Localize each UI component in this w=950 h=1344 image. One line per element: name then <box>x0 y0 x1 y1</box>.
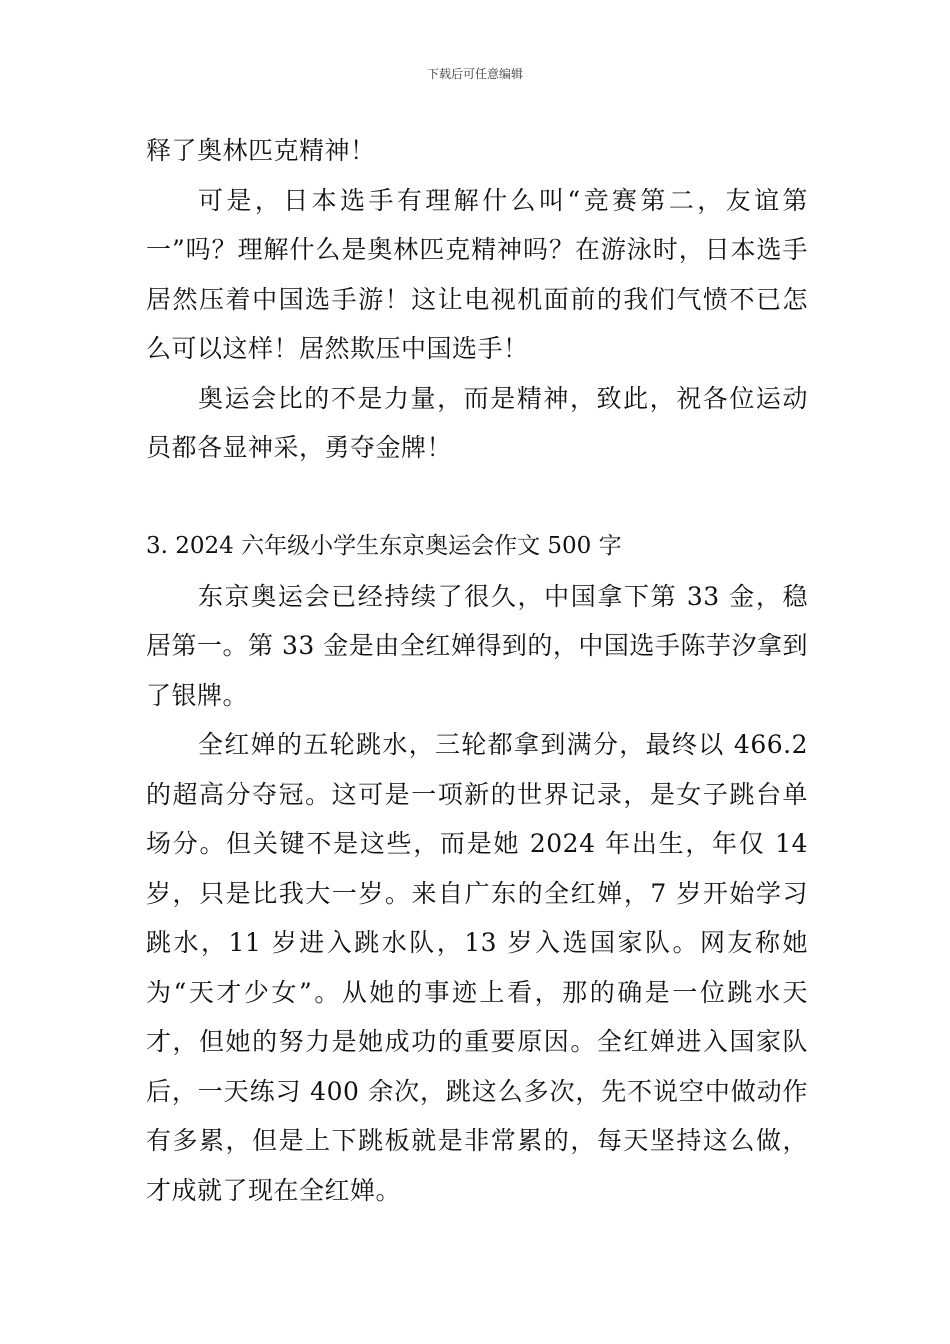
paragraph-olympic-spirit: 奥运会比的不是力量，而是精神，致此，祝各位运动员都各显神采，勇夺金牌！ <box>146 383 808 462</box>
paragraph-quan-hongchan: 全红婵的五轮跳水，三轮都拿到满分，最终以 466.2 的超高分夺冠。这可是一项新的世界记录，是女子跳台单场分。但关键不是这些，而是她 2024 年出生，年仅 14 岁，只是比我大一岁。来自广东的全红婵，7 岁开始学习跳水，11 岁进入跳水队，13 岁入选国家队。网友称她为“天才少女”。从她的事迹上看，那的确是一位跳水天才，但她的努力是她成功的重要原因。全红婵进入国家队后，一天练习 400 余次，跳这么多次，先不说空中做动作有多累，但是上下跳板就是非常累的，每天坚持这么做，才成就了现在全红婵。 <box>146 730 808 1205</box>
page-header: 下载后可任意编辑 <box>426 67 523 81</box>
paragraph-japanese-swimmer: 可是，日本选手有理解什么叫“竞赛第二，友谊第一”吗？理解什么是奥林匹克精神吗？在游泳时，日本选手居然压着中国选手游！这让电视机面前的我们气愤不已怎么可以这样！居然欺压中国选手！ <box>146 185 808 363</box>
document-body <box>146 126 808 1215</box>
paragraph-continuation: 释了奥林匹克精神！ <box>146 136 376 165</box>
paragraph-33rd-gold: 东京奥运会已经持续了很久，中国拿下第 33 金，稳居第一。第 33 金是由全红婵得到的，中国选手陈芋汐拿到了银牌。 <box>146 581 808 710</box>
section-gap <box>146 473 808 523</box>
section-heading: 3. 2024 六年级小学生东京奥运会作文 500 字 <box>146 533 622 559</box>
